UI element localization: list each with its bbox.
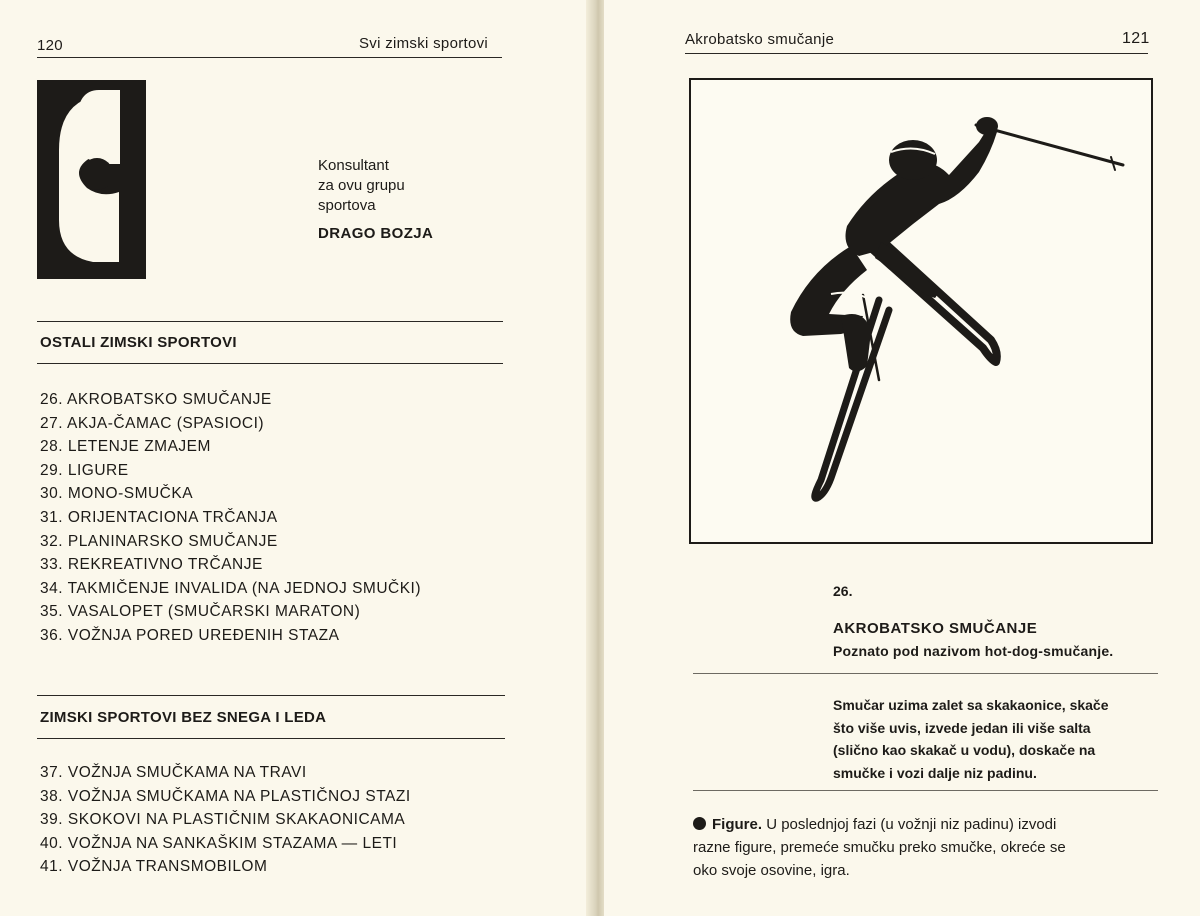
section-title-ostali: OSTALI ZIMSKI SPORTOVI <box>40 334 237 351</box>
consultant-line-1: Konsultant <box>318 157 389 174</box>
consultant-name: DRAGO BOZJA <box>318 225 434 242</box>
list-item: 41. VOŽNJA TRANSMOBILOM <box>40 858 268 876</box>
list-item: 33. REKREATIVNO TRČANJE <box>40 556 263 574</box>
bullet-icon <box>693 817 706 830</box>
list-item: 35. VASALOPET (SMUČARSKI MARATON) <box>40 603 361 621</box>
section-1-top-rule <box>37 321 503 322</box>
list-item: 36. VOŽNJA PORED UREĐENIH STAZA <box>40 626 340 644</box>
list-item: 39. SKOKOVI NA PLASTIČNIM SKAKAONICAMA <box>40 811 406 829</box>
entry-number: 26. <box>833 583 853 599</box>
entry-subtitle: Poznato pod nazivom hot-dog-smučanje. <box>833 643 1114 659</box>
consultant-line-2: za ovu grupu <box>318 177 405 194</box>
description-line: Smučar uzima zalet sa skakaonice, skače <box>833 697 1109 713</box>
list-item: 28. LETENJE ZMAJEM <box>40 438 211 456</box>
list-item: 27. AKJA-ČAMAC (SPASIOCI) <box>40 414 265 432</box>
description-line: što više uvis, izvede jedan ili više salta <box>833 719 1091 736</box>
list-item: 40. VOŽNJA NA SANKAŠKIM STAZAMA — LETI <box>40 834 398 852</box>
section-2-bottom-rule <box>37 738 505 739</box>
section-2-top-rule <box>37 695 505 696</box>
left-running-head: Svi zimski sportovi <box>359 35 489 52</box>
chapter-letter-c-logo <box>37 80 146 279</box>
skier-illustration-frame <box>689 78 1153 544</box>
list-item: 32. PLANINARSKO SMUČANJE <box>40 532 278 550</box>
left-page-number: 120 <box>37 37 63 54</box>
sport-list-ostali <box>40 388 421 648</box>
note-label: Figure. <box>712 816 763 833</box>
list-item: 30. MONO-SMUČKA <box>40 485 194 503</box>
entry-rule-2 <box>693 790 1158 791</box>
acrobatic-skier-illustration <box>691 80 1151 542</box>
entry-title: AKROBATSKO SMUČANJE <box>833 620 1038 637</box>
left-header-rule <box>37 57 502 58</box>
section-title-bez-snega: ZIMSKI SPORTOVI BEZ SNEGA I LEDA <box>40 709 327 726</box>
right-header-rule <box>685 53 1148 54</box>
list-item: 37. VOŽNJA SMUČKAMA NA TRAVI <box>40 764 307 781</box>
consultant-line-3: sportova <box>318 197 376 214</box>
entry-rule-1 <box>693 673 1158 674</box>
list-item: 34. TAKMIČENJE INVALIDA (NA JEDNOJ SMUČKI) <box>40 579 422 597</box>
note-line <box>693 813 1160 836</box>
note-line-2: razne figure, premeće smučku preko smučke, okreće se <box>693 839 1066 856</box>
sport-list-bez-snega <box>40 761 411 879</box>
description-line: smučke i vozi dalje niz padinu. <box>833 764 1037 781</box>
list-item: 29. LIGURE <box>40 461 129 479</box>
list-item: 31. ORIJENTACIONA TRČANJA <box>40 508 278 526</box>
figure-note <box>693 813 1160 882</box>
note-line-1: U poslednjoj fazi (u vožnji niz padinu) izvodi <box>766 816 1057 833</box>
section-1-bottom-rule <box>37 363 503 364</box>
consultant-block <box>318 156 433 244</box>
description-line: (slično kao skakač u vodu), doskače na <box>833 742 1096 758</box>
list-item: 38. VOŽNJA SMUČKAMA NA PLASTIČNOJ STAZI <box>40 787 411 805</box>
note-line-3: oko svoje osovine, igra. <box>693 862 850 879</box>
entry-description <box>833 694 1159 784</box>
right-page-number: 121 <box>1122 30 1150 47</box>
right-running-head: Akrobatsko smučanje <box>685 31 835 48</box>
list-item: 26. AKROBATSKO SMUČANJE <box>40 391 272 408</box>
